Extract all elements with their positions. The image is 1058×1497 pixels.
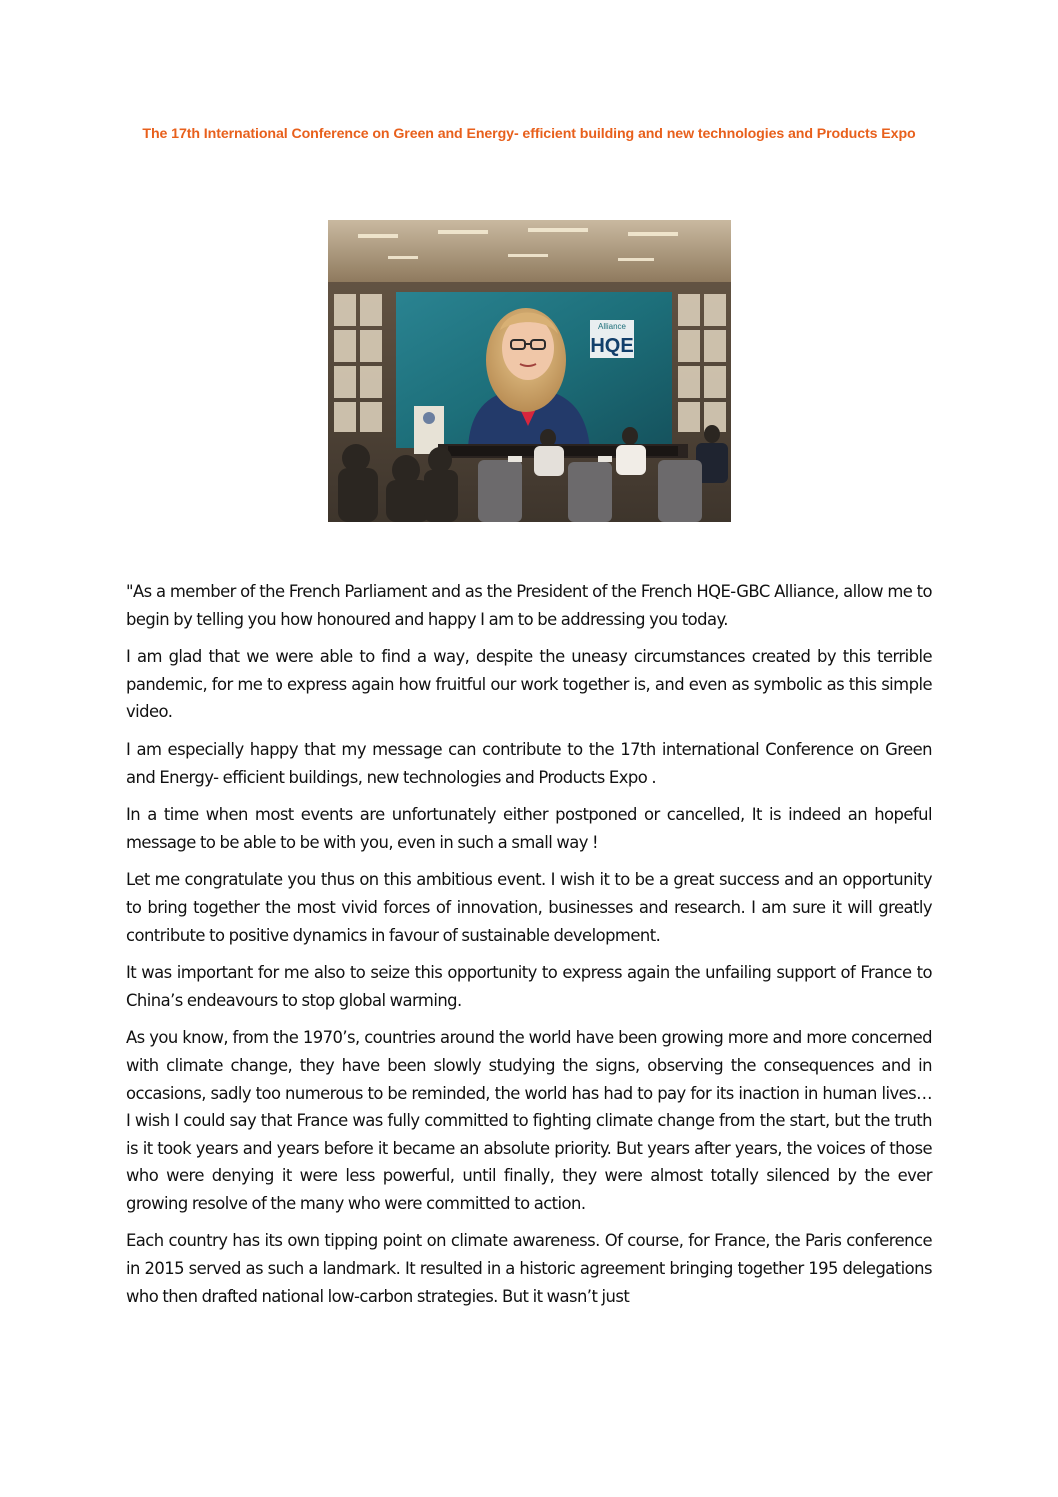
paragraph: Let me congratulate you thus on this ambitious event. I wish it to be a great success and an opportunity to bring together the most vivid forces of innovation, businesses and research. I am sure it will greatly contribute to positive dynamics in favour of sustainable development.	[126, 870, 932, 945]
screen-logo-text-top: Alliance	[597, 322, 627, 331]
document-body	[126, 578, 932, 1310]
paragraph: I am especially happy that my message can contribute to the 17th international Conference on Green and Energy- efficient buildings, new technologies and Products Expo .	[126, 739, 932, 787]
paragraph: Each country has its own tipping point on climate awareness. Of course, for France, the Paris conference in 2015 served as such a landmark. It resulted in a historic agreement bringing together 195 delegations who then drafted national low-carbon strategies. But it wasn’t just	[126, 1231, 932, 1306]
document-title: The 17th International Conference on Green and Energy- efficient building and new technologies and Products Expo	[142, 126, 916, 142]
paragraph: It was important for me also to seize this opportunity to express again the unfailing support of France to China’s endeavours to stop global warming.	[126, 963, 932, 1010]
paragraph: In a time when most events are unfortunately either postponed or cancelled, It is indeed an hopeful message to be able to be with you, even in such a small way !	[126, 805, 932, 852]
screen-logo-text-main: HQE	[590, 335, 634, 357]
paragraph: "As a member of the French Parliament and as the President of the French HQE-GBC Alliance, allow me to begin by telling you how honoured and happy I am to be addressing you today.	[126, 582, 932, 629]
paragraph: As you know, from the 1970’s, countries around the world have been growing more and more concerned with climate change, they have been slowly studying the signs, observing the consequences and in occasions, sadly too numerous to be reminded, the world has had to pay for its inaction in human lives… I wish I could say that France was fully committed to fighting climate change from the start, but the truth is it took years and years before it became an absolute priority. But years after years, the voices of those who were denying it were less powerful, until finally, they were almost totally silenced by the ever growing resolve of the many who were committed to action.	[126, 1028, 932, 1213]
conference-photo	[328, 220, 731, 522]
paragraph: I am glad that we were able to find a way, despite the uneasy circumstances created by this terrible pandemic, for me to express again how fruitful our work together is, and even as symbolic as this simple video.	[126, 647, 932, 722]
